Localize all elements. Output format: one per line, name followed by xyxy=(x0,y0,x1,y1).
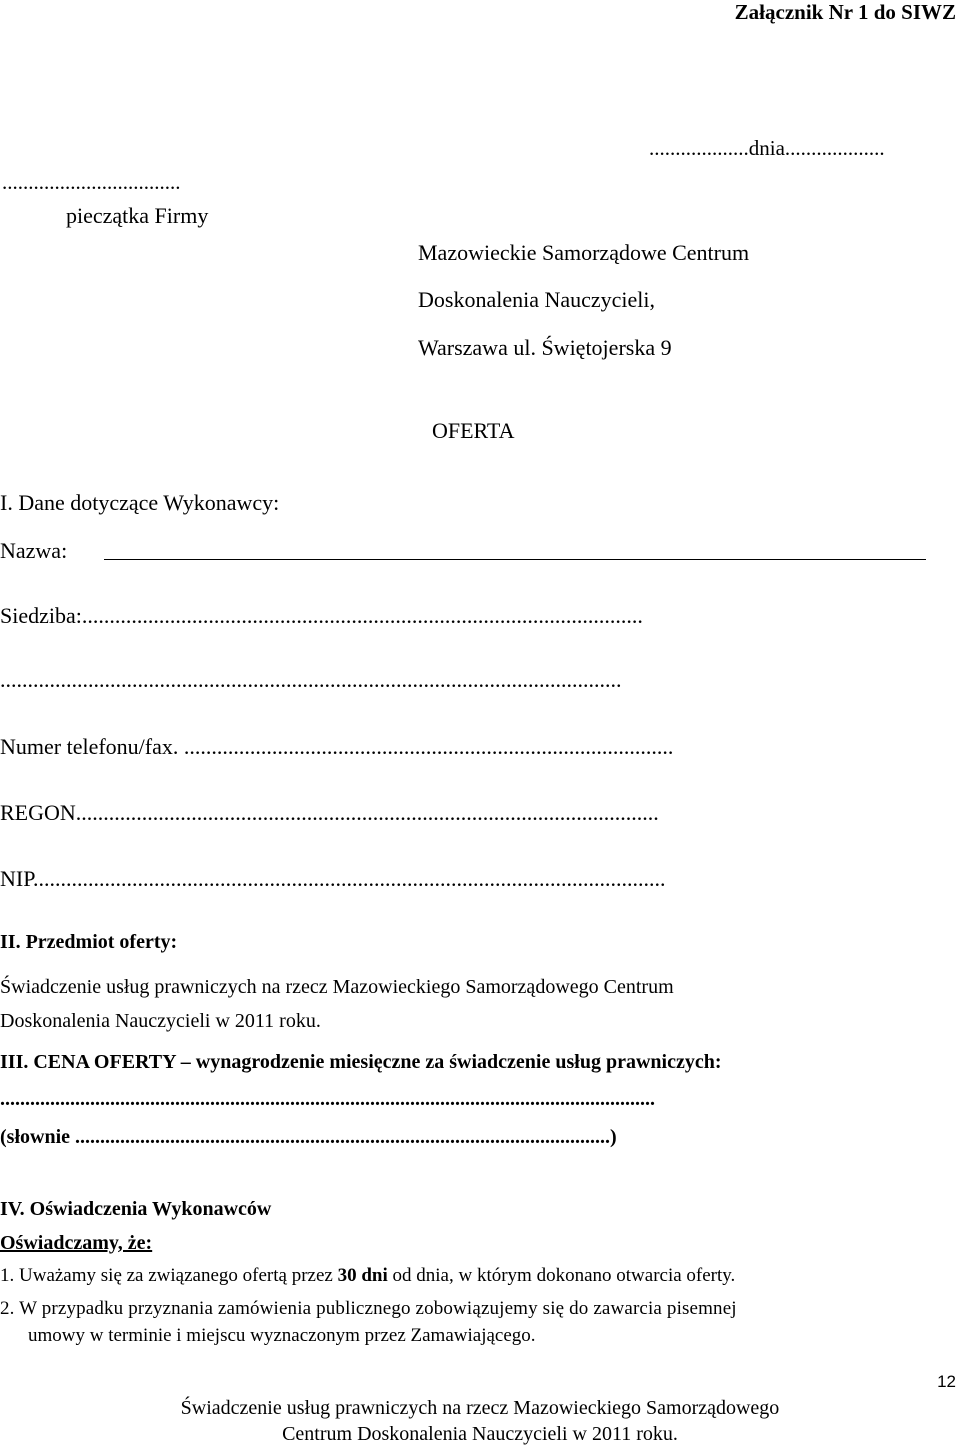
declaration-subheading: Oświadczamy, że: xyxy=(0,1232,153,1254)
price-in-words: (słownie ...........................................................................................................) xyxy=(0,1126,617,1148)
section-4-heading: IV. Oświadczenia Wykonawców xyxy=(0,1198,272,1220)
attachment-label: Załącznik Nr 1 do SIWZ xyxy=(734,0,956,24)
nip-line: NIP................................................................................................................... xyxy=(0,866,666,891)
stamp-dots: .................................. xyxy=(2,170,181,194)
section-3-heading: III. CENA OFERTY – wynagrodzenie miesięczne za świadczenie usług prawniczych: xyxy=(0,1051,722,1073)
subject-line-1: Świadczenie usług prawniczych na rzecz Mazowieckiego Samorządowego Centrum xyxy=(0,976,674,998)
seat-line: Siedziba:...................................................................................................... xyxy=(0,603,643,628)
stamp-label: pieczątka Firmy xyxy=(66,203,209,228)
item-1-text-before: 1. Uważamy się za związanego ofertą przez xyxy=(0,1265,338,1286)
section-2-heading: II. Przedmiot oferty: xyxy=(0,931,178,953)
item-1-days: 30 dni xyxy=(337,1265,388,1286)
footer-line-2: Centrum Doskonalenia Nauczycieli w 2011 roku. xyxy=(282,1423,678,1445)
subject-line-2: Doskonalenia Nauczycieli w 2011 roku. xyxy=(0,1010,321,1032)
document-title: OFERTA xyxy=(432,418,515,443)
declaration-item-2-line-2: umowy w terminie i miejscu wyznaczonym przez Zamawiającego. xyxy=(28,1325,536,1346)
addressee-line-3: Warszawa ul. Świętojerska 9 xyxy=(418,335,672,360)
date-line: ...................dnia................... xyxy=(649,136,885,160)
price-dots: ................................................................................................................................... xyxy=(0,1088,655,1110)
declaration-item-2-line-1: 2. W przypadku przyznania zamówienia publicznego zobowiązujemy się do zawarcia pisemnej xyxy=(0,1298,737,1319)
name-fill-line xyxy=(104,559,926,560)
phone-fax-line: Numer telefonu/fax. ......................................................................................... xyxy=(0,734,674,759)
addressee-line-2: Doskonalenia Nauczycieli, xyxy=(418,287,656,312)
declaration-item-1 xyxy=(0,1265,735,1287)
name-label: Nazwa: xyxy=(0,538,68,563)
item-1-text-after: od dnia, w którym dokonano otwarcia oferty. xyxy=(387,1265,736,1286)
seat-line-continued: ................................................................................................................. xyxy=(0,667,622,692)
addressee-line-1: Mazowieckie Samorządowe Centrum xyxy=(418,240,750,265)
section-1-heading: I. Dane dotyczące Wykonawcy: xyxy=(0,490,280,515)
footer-line-1: Świadczenie usług prawniczych na rzecz Mazowieckiego Samorządowego xyxy=(180,1397,780,1419)
page-number: 12 xyxy=(937,1372,956,1391)
regon-line: REGON.......................................................................................................... xyxy=(0,800,659,825)
